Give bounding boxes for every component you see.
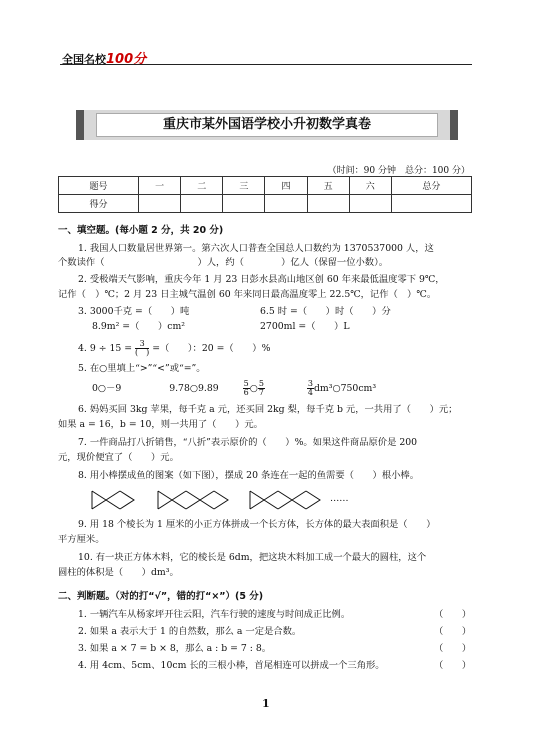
- score-cell[interactable]: [181, 195, 223, 213]
- table-cell: 总分: [391, 177, 471, 195]
- fraction-numerator: 5: [243, 379, 249, 388]
- question-6-line-2: 如果 a = 16，b = 10，则一共用了（ ）元。: [58, 419, 263, 430]
- score-cell[interactable]: [391, 195, 471, 213]
- section-fill-heading: 一、填空题。(每小题 2 分，共 20 分): [58, 225, 224, 236]
- score-cell[interactable]: [307, 195, 349, 213]
- question-4-suffix: =（ ）：20 =（ ）%: [152, 343, 271, 354]
- question-3-left-2: 8.9m² =（ ）cm²: [92, 321, 186, 332]
- score-cell[interactable]: [139, 195, 181, 213]
- table-cell: 四: [265, 177, 307, 195]
- fraction-denominator: ( ): [134, 348, 150, 357]
- fraction-five-sevenths: [258, 380, 265, 397]
- table-cell: 六: [349, 177, 391, 195]
- question-10-line-2: 圆柱的体积是（ ）dm³。: [58, 567, 179, 578]
- title-banner: [76, 110, 458, 140]
- fraction-numerator: 3: [135, 340, 149, 349]
- question-7-line-2: 元，现价便宜了（ ）元。: [58, 452, 179, 463]
- question-6-line-1: 6. 妈妈买回 3kg 苹果，每千克 a 元，还买回 2kg 梨，每千克 b 元，一共用了（ ）元；: [78, 404, 458, 415]
- compare-item: dm³○750cm³: [313, 383, 377, 394]
- fraction-denominator: 4: [307, 388, 313, 397]
- question-3-right-2: 2700ml =（ ）L: [260, 321, 350, 332]
- answer-bracket[interactable]: （ ）: [434, 660, 472, 671]
- fraction-numerator: 5: [258, 379, 264, 388]
- section-judge-heading: 二、判断题。（对的打“√”，错的打“×”）(5 分): [58, 591, 264, 602]
- score-cell[interactable]: [349, 195, 391, 213]
- page-number: 1: [262, 697, 270, 710]
- fraction-three-quarters: [307, 380, 314, 397]
- question-4-fraction: [135, 340, 149, 357]
- brand-score: 100分: [106, 52, 147, 67]
- judge-item-1: 1. 一辆汽车从杨家坪开往云阳，汽车行驶的速度与时间成正比例。: [78, 609, 351, 620]
- score-cell[interactable]: [223, 195, 265, 213]
- judge-item-3: 3. 如果 a × 7 = b × 8，那么 a : b = 7 : 8。: [78, 643, 272, 654]
- question-3-right-1: 6.5 时 =（ ）时（ ）分: [260, 306, 391, 317]
- table-cell: 二: [181, 177, 223, 195]
- question-4: [78, 340, 270, 357]
- fraction-denominator: 6: [243, 388, 249, 397]
- judge-item-2: 2. 如果 a 表示大于 1 的自然数，那么 a 一定是合数。: [78, 626, 302, 637]
- score-table-score-row: [59, 195, 472, 213]
- question-10-line-1: 10. 有一块正方体木料，它的棱长是 6dm，把这块木料加工成一个最大的圆柱，这个: [78, 552, 427, 563]
- question-9-line-2: 平方厘米。: [58, 534, 105, 545]
- table-cell: 三: [223, 177, 265, 195]
- question-2-line-1: 2. 受极端天气影响，重庆今年 1 月 23 日彭水县高山地区创 60 年来最低温度零下 9℃，: [78, 274, 445, 285]
- fraction-five-sixths: [243, 380, 250, 397]
- question-5-text: 5. 在○里填上“>”“<”或“=”。: [78, 363, 206, 374]
- answer-bracket[interactable]: （ ）: [434, 609, 472, 620]
- brand-text: 全国名校: [62, 53, 106, 66]
- score-table-header-row: [59, 177, 472, 195]
- compare-item: 9.78○9.89: [169, 383, 219, 394]
- table-cell: 五: [307, 177, 349, 195]
- question-9-line-1: 9. 用 18 个棱长为 1 厘米的小正方体拼成一个长方体，长方体的最大表面积是（ ）: [78, 519, 436, 530]
- score-table: [58, 176, 472, 213]
- question-3-left-1: 3. 3000千克 =（ ）吨: [78, 306, 190, 317]
- fraction-numerator: 3: [307, 379, 313, 388]
- time-info: （时间：90 分钟 总分：100 分）: [327, 166, 470, 176]
- question-1-line-2: 个数读作（ ）人，约（ ）亿人（保留一位小数）。: [58, 257, 389, 268]
- question-7-line-1: 7. 一件商品打八折销售，“八折”表示原价的（ ）%。如果这件商品原价是 200: [78, 437, 418, 448]
- judge-item-4: 4. 用 4cm、5cm、10cm 长的三根小棒，首尾相连可以拼成一个三角形。: [78, 660, 385, 671]
- ellipsis: ……: [330, 493, 349, 504]
- question-5-items: 0○－9 9.78○9.89 $\frac{5}{6}$ ○ $\frac{5}{7}$ $\frac{3}{4}$ dm³○750cm³: [92, 379, 377, 397]
- answer-bracket[interactable]: （ ）: [434, 626, 472, 637]
- table-cell: 得分: [59, 195, 139, 213]
- header-rule: [60, 64, 472, 65]
- fish-matchstick-figure: [90, 488, 370, 512]
- question-1-line-1: 1. 我国人口数量居世界第一。第六次人口普查全国总人口数约为 1370537000 人，这: [78, 243, 434, 254]
- answer-bracket[interactable]: （ ）: [434, 643, 472, 654]
- table-cell: 一: [139, 177, 181, 195]
- fraction-denominator: 7: [258, 388, 264, 397]
- question-2-line-2: 记作（ ）℃；2 月 23 日主城气温创 60 年来同日最高温度零上 22.5℃，记作（ ）℃。: [58, 289, 437, 300]
- score-cell[interactable]: [265, 195, 307, 213]
- question-4-prefix: 4. 9 ÷ 15 =: [78, 343, 133, 354]
- compare-item: 0○－9: [92, 383, 122, 394]
- question-8-text: 8. 用小棒摆成鱼的图案（如下图），摆成 20 条连在一起的鱼需要（ ）根小棒。: [78, 470, 420, 481]
- table-cell: 题号: [59, 177, 139, 195]
- page-title: 重庆市某外国语学校小升初数学真卷: [96, 113, 438, 137]
